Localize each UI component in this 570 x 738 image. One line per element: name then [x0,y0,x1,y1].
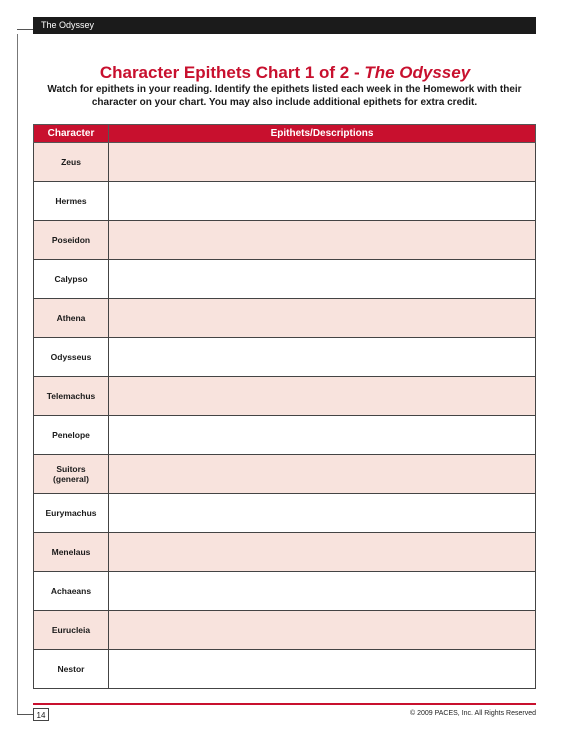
table-row [34,611,536,650]
table-row [34,260,536,299]
epithets-cell[interactable] [109,260,536,299]
book-title-bar [33,17,536,34]
epithets-chart [33,124,535,689]
table-row [34,299,536,338]
table-row [34,416,536,455]
copyright-notice: © 2009 PACES, Inc. All Rights Reserved [409,710,536,717]
column-header-character: Character [34,125,109,143]
character-cell: Calypso [34,260,109,299]
table-row [34,377,536,416]
epithets-cell[interactable] [109,494,536,533]
page-title [0,63,570,83]
table-row [34,143,536,182]
epithets-cell[interactable] [109,182,536,221]
character-cell: Penelope [34,416,109,455]
book-title: The Odyssey [41,20,95,30]
corner-mark [17,29,33,30]
table-row [34,182,536,221]
character-cell: Odysseus [34,338,109,377]
character-cell: Poseidon [34,221,109,260]
title-italic: The Odyssey [364,63,471,82]
epithets-table [33,124,536,689]
character-cell: Athena [34,299,109,338]
character-cell: Zeus [34,143,109,182]
epithets-cell[interactable] [109,338,536,377]
character-cell: Eurucleia [34,611,109,650]
table-row [34,572,536,611]
epithets-cell[interactable] [109,650,536,689]
footer-rule [33,703,536,705]
character-cell: Eurymachus [34,494,109,533]
character-cell: Hermes [34,182,109,221]
character-cell: Suitors (general) [34,455,109,494]
table-row [34,455,536,494]
epithets-cell[interactable] [109,377,536,416]
table-row [34,533,536,572]
column-header-epithets: Epithets/Descriptions [109,125,536,143]
character-cell: Menelaus [34,533,109,572]
epithets-cell[interactable] [109,416,536,455]
table-row [34,221,536,260]
character-cell: Achaeans [34,572,109,611]
title-main: Character Epithets Chart 1 of 2 - [99,63,365,82]
margin-rule [17,34,18,714]
epithets-cell[interactable] [109,221,536,260]
epithets-cell[interactable] [109,299,536,338]
epithets-cell[interactable] [109,455,536,494]
epithets-cell[interactable] [109,611,536,650]
character-cell: Telemachus [34,377,109,416]
instructions-text: Watch for epithets in your reading. Identify the epithets listed each week in the Homework with their character on your chart. You may also include additional epithets for extra credit. [47,84,522,108]
epithets-cell[interactable] [109,533,536,572]
page-number: 14 [33,708,49,721]
table-row [34,494,536,533]
table-row [34,650,536,689]
epithets-cell[interactable] [109,572,536,611]
epithets-cell[interactable] [109,143,536,182]
table-row [34,338,536,377]
character-cell: Nestor [34,650,109,689]
corner-mark [17,714,33,715]
table-header-row [34,125,536,143]
